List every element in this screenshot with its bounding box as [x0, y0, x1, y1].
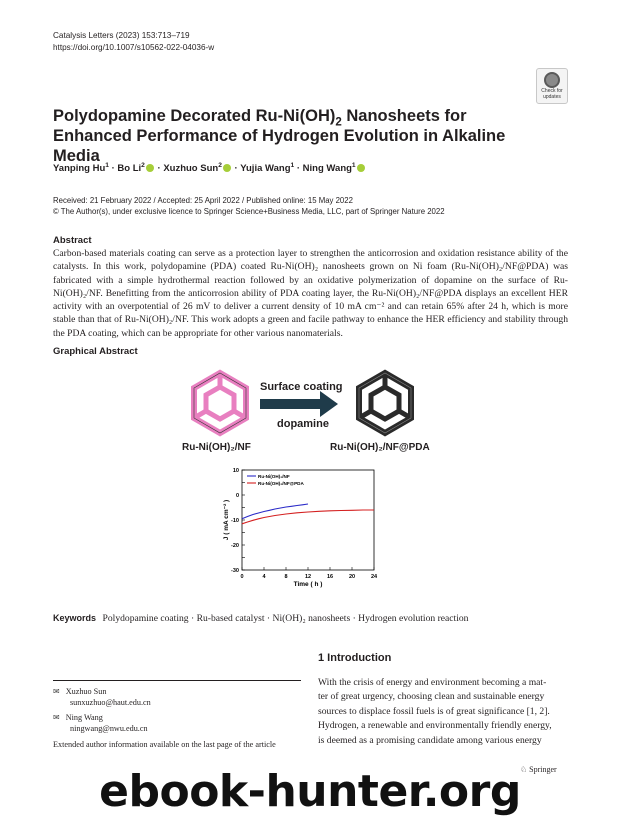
x-tick-label: 8	[284, 574, 288, 580]
text-line: Hydrogen, a renewable and environmentally friendly energy,	[318, 720, 552, 732]
publisher-logo: ♘ Springer	[520, 765, 557, 774]
author-list: Yanping $Hu^1 \cdot Bo$ $Li^2$ · Xuzhuo Sun$^2$ · Yujia Wang$^1$ · Ning Wang$^1$	[53, 163, 366, 174]
envelope-icon: ✉	[53, 713, 60, 722]
legend-label: Ru-Ni(OH)₂/NF@PDA	[258, 481, 304, 486]
text-line: sources to displace fossil fuels is of great significance [1, 2].	[318, 705, 550, 717]
graphical-abstract-heading: Graphical Abstract	[53, 346, 138, 357]
stability-chart	[220, 464, 385, 594]
keywords-list: Polydopamine coating · Ru-based catalyst · Ni(OH)₂ nanosheets · Hydrogen evolution reaction	[102, 613, 469, 624]
journal-citation: Catalysis Letters (2023) 153:713–719	[53, 31, 190, 40]
publication-dates: Received: 21 February 2022 / Accepted: 25 April 2022 / Published online: 15 May 2022 © The Author(s), under exclusive licence to Springer Science+Business Media, LLC, part of Springer Nature 2022	[53, 196, 445, 216]
right-structure-label: Ru-Ni(OH)₂/NF@PDA	[330, 442, 430, 453]
author-name[interactable]: Ning Wang	[302, 163, 352, 174]
author-name[interactable]: Xuzhuo Sun	[163, 163, 219, 174]
footnote-author2: ✉ Ning Wang ningwang@nwu.edu.cn	[53, 713, 148, 733]
y-tick-label: 0	[235, 493, 239, 499]
keywords	[53, 613, 468, 624]
pink-framework-structure	[194, 373, 246, 433]
author1-email-link[interactable]: sunxuzhuo@haut.edu.cn	[70, 698, 151, 707]
dark-coated-structure	[359, 373, 411, 433]
y-axis-label: J ( mA cm⁻² )	[223, 499, 230, 541]
text-line: is deemed as a promising candidate among various energy	[318, 734, 542, 746]
series-line	[242, 504, 308, 519]
author-name[interactable]: Yanping Hu	[53, 163, 106, 174]
left-structure-label: Ru-Ni(OH)₂/NF	[182, 442, 251, 453]
article-title: Polydopamine Decorated $Ru-Ni(OH)_2$ Nanosheets for Enhanced Performance of Hydrogen Evolution in Alkaline Media	[53, 107, 506, 165]
doi-link[interactable]: https://doi.org/10.1007/s10562-022-04036-w	[53, 43, 215, 52]
x-axis-label: Time ( h )	[293, 581, 323, 588]
reaction-arrow	[260, 391, 338, 417]
envelope-icon: ✉	[53, 687, 60, 696]
footnote-divider	[53, 680, 301, 681]
abstract-heading: Abstract	[53, 235, 92, 246]
x-tick-label: 20	[348, 574, 356, 580]
text-line: ter of great urgency, choosing clean and sustainable energy	[318, 691, 545, 703]
y-tick-label: -30	[231, 568, 239, 574]
journal-header	[53, 30, 214, 54]
check-for-updates-badge[interactable]: Check for updates	[536, 68, 568, 104]
x-tick-label: 0	[240, 574, 244, 580]
x-tick-label: 4	[262, 574, 266, 580]
author2-email-link[interactable]: ningwang@nwu.edu.cn	[70, 724, 148, 733]
springer-horse-icon: ♘	[520, 765, 528, 774]
x-tick-label: 24	[370, 574, 378, 580]
watermark: ebook-hunter.org	[99, 766, 521, 817]
check-updates-icon	[544, 72, 560, 88]
footnote-extended: Extended author information available on the last page of the article	[53, 740, 276, 749]
text-line: With the crisis of energy and environment becoming a mat-	[318, 677, 547, 688]
author-name[interactable]: Yujia Wang	[240, 163, 291, 174]
x-tick-label: 16	[326, 574, 334, 580]
abstract-text: Carbon-based materials coating can serve as a protection layer to strengthen the anticorrosion and oxidation resistance ability of the catalysts. In this work, polydopamine (PDA) coated Ru-Ni(OH)₂ nanosheets grown on Ni foam (Ru-Ni(OH)₂/NF@PDA) was fabricated with a simple hydrothermal reaction followed by an oxidative polymerization of dopamine on the surface of Ru-Ni(OH)₂/NF. Benefitting from the anticorrosion ability of PDA coating layer, the Ru-Ni(OH)₂/NF@PDA displays an excellent HER activity with an overpotential of 26 mV to deliver a current density of 10 mA cm⁻² and can retain 65% after 24 h, which is more stable than that of Ru-Ni(OH)₂/NF. This work adopts a green and facile pathway to enhance the HER efficiency and stability through the PDA coating, which can be appropriate for other various nanomaterials.	[53, 248, 568, 339]
y-tick-label: -20	[231, 543, 239, 549]
y-tick-label: 10	[232, 468, 239, 474]
arrow-label-top: Surface coating	[260, 381, 343, 393]
introduction-text	[318, 676, 568, 748]
section-heading-introduction: 1 Introduction	[318, 652, 392, 664]
orcid-icon[interactable]	[357, 164, 365, 172]
arrow-label-bottom: dopamine	[277, 418, 329, 430]
y-tick-label: -10	[231, 518, 239, 524]
x-tick-label: 12	[304, 574, 312, 580]
orcid-icon[interactable]	[146, 164, 154, 172]
author-name[interactable]: Bo Li	[117, 163, 142, 174]
legend-label: Ru-Ni(OH)₂/NF	[258, 474, 290, 479]
orcid-icon[interactable]	[223, 164, 231, 172]
keywords-heading: Keywords	[53, 613, 97, 623]
footnote-author1: ✉ Xuzhuo Sun sunxuzhuo@haut.edu.cn	[53, 687, 151, 707]
graphical-abstract-scheme	[180, 365, 450, 460]
